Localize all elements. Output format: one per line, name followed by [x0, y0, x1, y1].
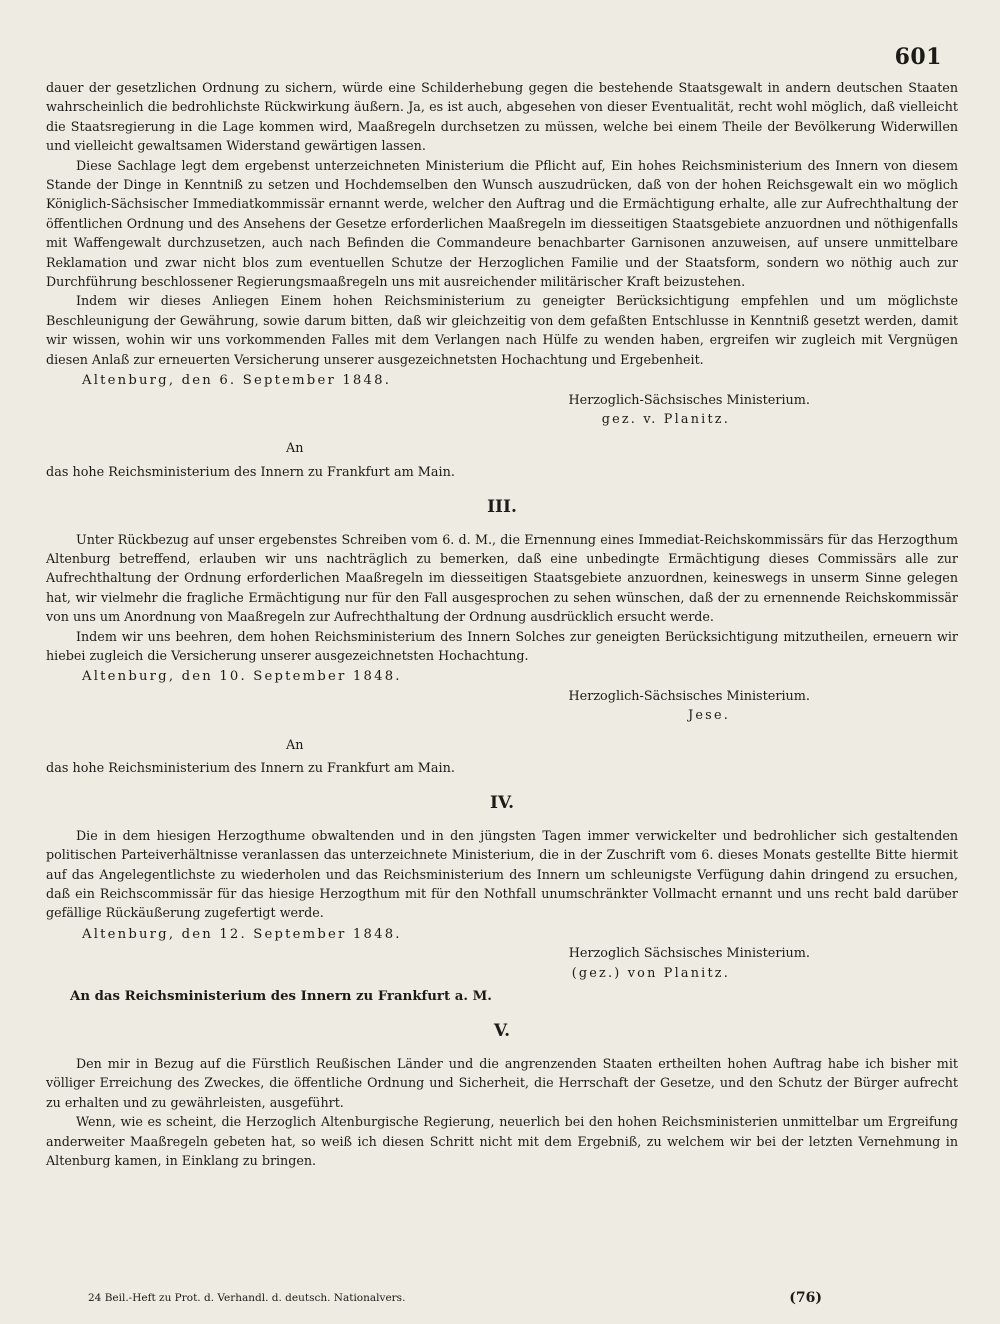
paragraph: Indem wir uns beehren, dem hohen Reichsministerium des Innern Solches zur geneigten Berücksichtigung mitzutheilen, erneuern wir hiebei zugleich die Versicherung unserer ausgezeichnetsten Hochachtung. [46, 628, 958, 663]
page-number: 601 [894, 44, 942, 70]
place-date: Altenburg, den 10. September 1848. [82, 669, 402, 685]
address-line: das hohe Reichsministerium des Innern zu Frankfurt am Main. [46, 464, 455, 480]
signature-name: gez. v. Planitz. [601, 411, 730, 427]
paragraph: Diese Sachlage legt dem ergebenst unterzeichneten Ministerium die Pflicht auf, Ein hohes Reichsministerium des Innern von diesem Stande der Dinge in Kenntniß zu setzen und Hochdemselben den Wunsch auszudrücken, daß von der hohen Reichsgewalt ein wo möglich Königlich-Sächsischer Immediatkommissär ernannt werde, welcher den Auftrag und die Ermächtigung erhalte, alle zur Aufrechthaltung der öffentlichen Ordnung und des Ansehens der Gesetze erforderlichen Maaßregeln im diesseitigen Staatsgebiete anzuordnen und nöthigenfalls mit Waffengewalt durchzusetzen, auch nach Befinden die Commandeure benachbarter Garnisonen anzuweisen, auf unsere unmittelbare Reklamation und zwar nicht blos zum eventuellen Schutze der Herzoglichen Familie und der Staatsform, sondern wo nöthig auch zur Durchführung beschlossener Regierungsmaaßregeln uns mit ausreichender militärischer Kraft beizustehen. [46, 157, 958, 290]
signature-line: Herzoglich-Sächsisches Ministerium. [568, 688, 810, 704]
section-numeral: III. [487, 497, 517, 518]
sheet-number: (76) [789, 1290, 822, 1306]
paragraph: Die in dem hiesigen Herzogthume obwaltenden und in den jüngsten Tagen immer verwickelter und bedrohlicher sich gestaltenden politischen Parteiverhältnisse veranlassen das unterzeichnete Ministerium, die in der Zuschrift vom 6. dieses Monats gestellte Bitte hiermit auf das Angelegentlichste zu wiederholen und das Reichsministerium des Innern um schleunigste Verfügung dahin dringend zu ersuchen, daß ein Reichscommissär für das hiesige Herzogthum mit für den Nothfall unumschränkter Vollmacht ernannt und uns recht bald darüber gefällige Rückäußerung zugefertigt werde. [46, 827, 958, 921]
paragraph: Wenn, wie es scheint, die Herzoglich Altenburgische Regierung, neuerlich bei den hohen Reichsministerien unmittelbar um Ergreifung anderweiter Maaßregeln gebeten hat, so weiß ich diesen Schritt nicht mit dem Ergebniß, zu welchem wir bei der letzten Vernehmung in Altenburg kamen, in Einklang zu bringen. [46, 1114, 958, 1168]
signature-name: Jese. [688, 708, 730, 724]
paragraph: Unter Rückbezug auf unser ergebenstes Schreiben vom 6. d. M., die Ernennung eines Immediat-Reichskommissärs für das Herzogthum Altenburg betreffend, erlauben wir uns nachträglich zu bemerken, daß eine unbedingte Ermächtigung dieses Commissärs alle zur Aufrechthaltung der Ordnung erforderlichen Maaßregeln im diesseitigen Staatsgebiete anzuordnen, keineswegs in unserm Sinne gelegen hat, wir vielmehr die fragliche Ermächtigung nur für den Fall ausgesprochen zu sehen wünschen, daß der zu ernennende Reichskommissär von uns um Anordnung von Maaßregeln zur Aufrechthaltung der Ordnung ausdrücklich ersucht werde. [46, 531, 958, 625]
address-an: An [286, 441, 304, 457]
footer-note: 24 Beil.-Heft zu Prot. d. Verhandl. d. deutsch. Nationalvers. [88, 1292, 406, 1304]
address-an: An [286, 737, 304, 753]
signature-line: Herzoglich-Sächsisches Ministerium. [568, 392, 810, 408]
signature-name: (gez.) von Planitz. [571, 965, 730, 981]
signature-line: Herzoglich Sächsisches Ministerium. [568, 946, 810, 962]
document-body [46, 78, 958, 1170]
paragraph: Den mir in Bezug auf die Fürstlich Reußischen Länder und die angrenzenden Staaten ertheilten hohen Auftrag habe ich bisher mit völliger Erreichung des Zweckes, die öffentliche Ordnung und Sicherheit, die Herrschaft der Gesetze, und den Schutz der Bürger aufrecht zu erhalten und zu gewährleisten, ausgeführt. [46, 1055, 958, 1110]
section-numeral: IV. [489, 793, 515, 814]
paragraph: dauer der gesetzlichen Ordnung zu sichern, würde eine Schilderhebung gegen die bestehende Staatsgewalt in andern deutschen Staaten wahrscheinlich die bedrohlichste Rückwirkung äußern. Ja, es ist auch, abgesehen von dieser Eventualität, recht wohl möglich, daß vielleicht die Staatsregierung in die Lage kommen wird, Maaßregeln durchsetzen zu müssen, welche bei einem Theile der Bevölkerung Widerwillen und vielleicht gewaltsamen Widerstand gewärtigen lassen. [46, 80, 958, 154]
address-line: das hohe Reichsministerium des Innern zu Frankfurt am Main. [46, 761, 455, 776]
place-date: Altenburg, den 12. September 1848. [82, 926, 402, 942]
place-date: Altenburg, den 6. September 1848. [82, 373, 392, 389]
address-line: An das Reichsministerium des Innern zu Frankfurt a. M. [70, 989, 492, 1005]
paragraph: Indem wir dieses Anliegen Einem hohen Reichsministerium zu geneigter Berücksichtigung empfehlen und um möglichste Beschleunigung der Gewährung, sowie darum bitten, daß wir gleichzeitig von dem gefaßten Entschlusse in Kenntniß gesetzt werden, damit wir wissen, wohin wir uns vorkommenden Falles mit dem Verlangen nach Hülfe zu wenden haben, ergreifen wir zugleich mit Vergnügen diesen Anlaß zur erneuerten Versicherung unserer ausgezeichnetsten Hochachtung und Ergebenheit. [46, 293, 958, 367]
section-numeral: V. [493, 1021, 511, 1042]
